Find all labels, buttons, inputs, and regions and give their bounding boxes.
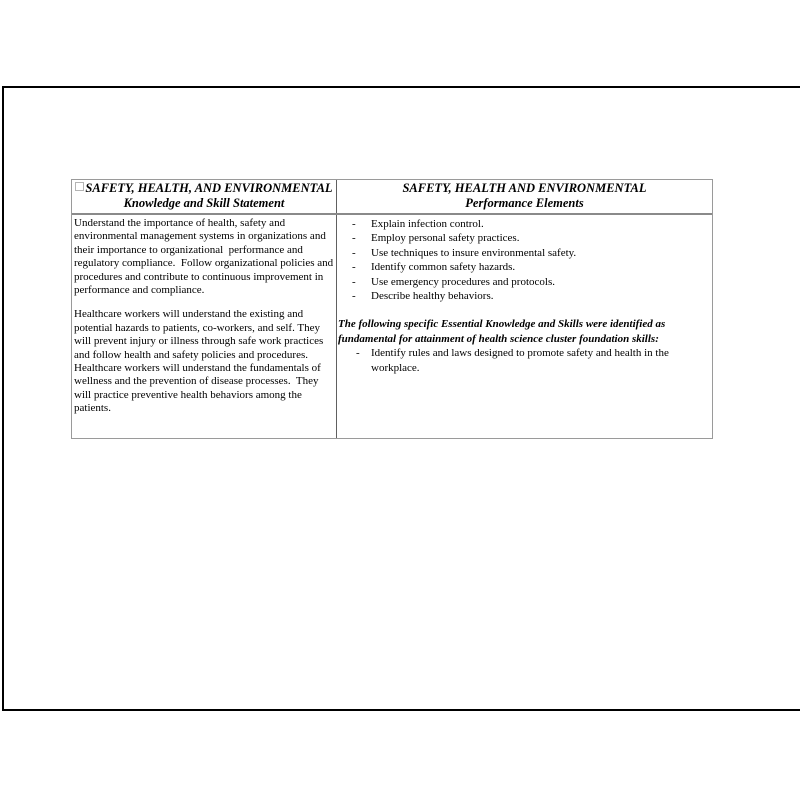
performance-header-subtitle: Performance Elements	[465, 196, 584, 210]
bullet-item	[337, 217, 710, 231]
bullet-item	[337, 231, 710, 245]
table-body-row	[72, 215, 712, 438]
essential-skills-intro: The following specific Essential Knowledge and Skills were identified as fundamental for attainment of health science cluster foundation skills:	[338, 318, 669, 345]
bullet-dash: -	[356, 347, 360, 360]
bullet-dash: -	[352, 232, 356, 245]
table-header-row	[72, 180, 712, 215]
bullet-text: Describe healthy behaviors.	[371, 290, 494, 303]
knowledge-paragraph-1: Understand the importance of health, safety and environmental management systems in organizations and their importance to organizational performance and regulatory compliance. Follow organizational policies and procedures and contribute to continuous improvement in performance and compliance.	[74, 217, 336, 297]
knowledge-header-cell	[72, 180, 337, 213]
essential-bullet-item	[337, 346, 710, 375]
knowledge-paragraph-2: Healthcare workers will understand the existing and potential hazards to patients, co-workers, and self. They will prevent injury or illness through safe work practices and follow health and safety policies and procedures. Healthcare workers will understand the fundamentals of wellness and the prevention of disease processes. They will practice preventive health behaviors among the patients.	[74, 308, 327, 415]
bullet-text: Identify common safety hazards.	[371, 261, 516, 274]
bullet-dash: -	[352, 290, 356, 303]
bullet-text: Use techniques to insure environmental safety.	[371, 246, 577, 259]
bullet-item	[337, 275, 710, 289]
knowledge-header-title-line	[74, 181, 334, 196]
bullet-item	[337, 260, 710, 274]
empty-checkbox-icon	[75, 182, 84, 191]
knowledge-header-title: SAFETY, HEALTH, AND ENVIRONMENTAL	[85, 181, 333, 195]
knowledge-statement-cell	[72, 215, 337, 438]
curriculum-table	[71, 179, 713, 439]
bullet-dash: -	[352, 261, 356, 274]
bullet-dash: -	[352, 218, 356, 230]
bullet-text: Identify rules and laws designed to promote safety and health in the workplace.	[371, 347, 669, 374]
bullet-text: Explain infection control.	[371, 218, 484, 230]
bullet-dash: -	[352, 275, 356, 288]
bullet-item	[337, 289, 710, 303]
performance-header-title: SAFETY, HEALTH AND ENVIRONMENTAL	[402, 181, 647, 195]
performance-elements-cell	[337, 215, 712, 438]
bullet-text: Employ personal safety practices.	[371, 232, 520, 245]
performance-header-cell	[337, 180, 712, 213]
bullet-text: Use emergency procedures and protocols.	[371, 275, 555, 288]
bullet-dash: -	[352, 246, 356, 259]
bullet-item	[337, 246, 710, 260]
knowledge-header-subtitle: Knowledge and Skill Statement	[123, 196, 285, 210]
